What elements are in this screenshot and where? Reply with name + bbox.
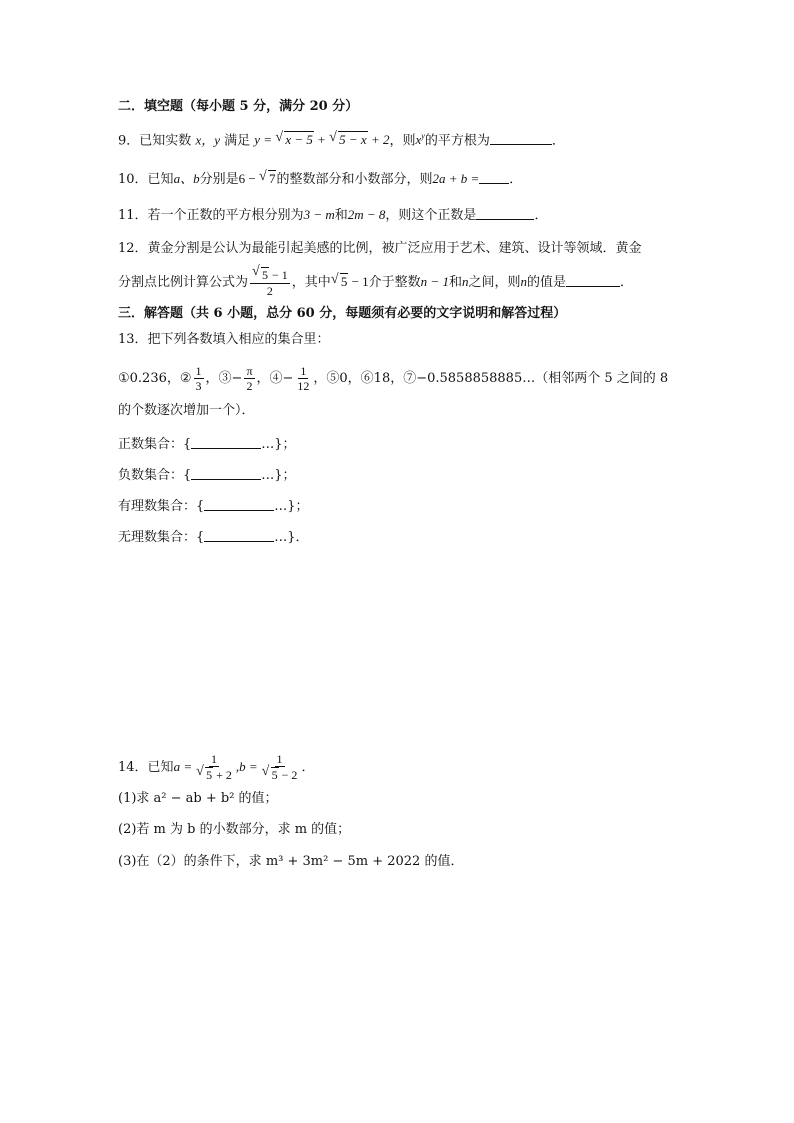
set-negative [118, 467, 296, 485]
q12-text-a: 分割点比例计算公式为 [118, 275, 249, 290]
q10-end: ． [509, 172, 523, 187]
set-tail: …}； [261, 468, 296, 483]
q14-b: ,b = [235, 759, 258, 774]
answer-blank[interactable] [476, 207, 534, 220]
set-tail: …}； [261, 437, 296, 452]
q9-vars: x，y [195, 132, 220, 148]
set-positive [118, 436, 296, 454]
q9-mid: 满足 [224, 133, 251, 149]
q11-text2: 和 [334, 208, 348, 223]
q9-after: ，则 [389, 133, 416, 149]
question-11 [118, 206, 547, 225]
q12-fraction: √ $\frac{5 - 1}{2}$ [250, 267, 290, 298]
answer-blank[interactable] [191, 467, 261, 480]
q14-fraction-b: 1 √ 5 − 2 [260, 752, 300, 783]
q9-number: 9． [118, 133, 140, 149]
question-13-line2: 的个数逐次增加一个）． [118, 403, 255, 418]
q11-text1: 若一个正数的平方根分别为 [147, 208, 304, 223]
q13-fraction-1: $\frac{1}{3}$ [195, 364, 202, 393]
question-13-title: 13．把下列各数填入相应的集合里： [118, 332, 330, 347]
answer-blank[interactable] [566, 274, 620, 287]
answer-blank[interactable] [204, 529, 274, 542]
question-14-part3: (3)在（2）的条件下，求 m³ + 3m² − 5m + 2022 的值． [118, 854, 464, 869]
question-14-part2: (2)若 m 为 b 的小数部分，求 m 的值； [118, 822, 351, 837]
answer-blank[interactable] [204, 498, 274, 511]
q11-number: 11． [118, 208, 148, 223]
q14-end: ． [301, 760, 315, 775]
q13-items-c: ，④− [256, 371, 294, 386]
q12-text-f: 的值是 [526, 275, 566, 290]
q12-n1: n − 1 [420, 274, 449, 289]
q13-items-d: ，⑤0，⑥18，⑦−0.5858858885…（相邻两个 5 之间的 8 [313, 371, 669, 386]
q10-expr2: 2a + b = [432, 171, 480, 186]
question-14-part1: (1)求 a² − ab + b² 的值； [118, 791, 278, 806]
q13-items-a: ①0.236，② [118, 371, 192, 386]
q10-text3: 的整数部分和小数部分，则 [276, 172, 433, 187]
answer-blank[interactable] [490, 132, 552, 145]
set-label: 有理数集合：{ [118, 499, 205, 514]
q12-text-b: ，其中 [291, 275, 331, 290]
set-tail: …}． [274, 530, 309, 545]
q12-number: 12． [118, 241, 148, 256]
q10-text2: 分别是 [199, 172, 239, 187]
q14-text: 已知 [147, 760, 174, 775]
q14-fraction-a: 1 √ 5 + 2 [194, 752, 234, 783]
q13-fraction-2: $\frac{\pi}{2}$ [246, 364, 253, 393]
q9-tail: 的平方根为 [424, 133, 490, 149]
q14-a: a = [173, 759, 193, 774]
q9-formula: y = √ x − 5 + √ 5 − x + 2 [254, 132, 389, 147]
question-10 [118, 170, 522, 189]
set-tail: …}； [274, 499, 309, 514]
q12-line1: 黄金分割是公认为最能引起美感的比例，被广泛应用于艺术、建筑、设计等领域．黄金 [147, 241, 642, 256]
answer-blank[interactable] [479, 171, 509, 184]
set-label: 负数集合：{ [118, 468, 192, 483]
q12-n3: n [520, 274, 527, 289]
question-13-items [118, 364, 668, 393]
q12-text-d: 和 [448, 275, 462, 290]
section-3-heading: 三．解答题（共 6 小题，总分 60 分，每题须有必要的文字说明和解答过程） [118, 306, 567, 321]
q10-text1: 已知 [147, 172, 174, 187]
q13-items-b: ，③− [205, 371, 243, 386]
q12-n2: n [461, 274, 469, 289]
question-14 [118, 752, 314, 783]
answer-blank[interactable] [191, 436, 261, 449]
q11-end: ． [534, 208, 548, 223]
q12-text-e: 之间，则 [468, 275, 521, 290]
q10-vars: a、b [173, 171, 200, 186]
question-12-line1 [118, 240, 642, 258]
q9-end: ． [551, 133, 565, 149]
q13-fraction-3: $\frac{1}{12}$ [297, 364, 310, 393]
q10-number: 10． [118, 172, 148, 187]
q9-text: 已知实数 [139, 133, 192, 149]
q14-number: 14． [118, 760, 148, 775]
q11-expr2: 2m − 8 [347, 207, 386, 222]
question-12-line2 [118, 267, 633, 298]
q12-text-c: 介于整数 [368, 275, 421, 290]
set-label: 无理数集合：{ [118, 530, 205, 545]
q10-expr: 6 − √ 7 [239, 171, 277, 186]
set-rational [118, 498, 309, 516]
q12-end: ． [620, 275, 634, 290]
q9-power: $x^y$ [415, 132, 425, 148]
q12-expr: √ 5 − 1 [331, 274, 369, 289]
set-irrational [118, 529, 309, 547]
question-9 [118, 128, 565, 150]
section-2-heading: 二．填空题（每小题 5 分，满分 20 分） [118, 99, 359, 114]
set-label: 正数集合：{ [118, 437, 192, 452]
q11-expr1: 3 − m [303, 207, 335, 222]
q11-text3: ，则这个正数是 [385, 208, 477, 223]
